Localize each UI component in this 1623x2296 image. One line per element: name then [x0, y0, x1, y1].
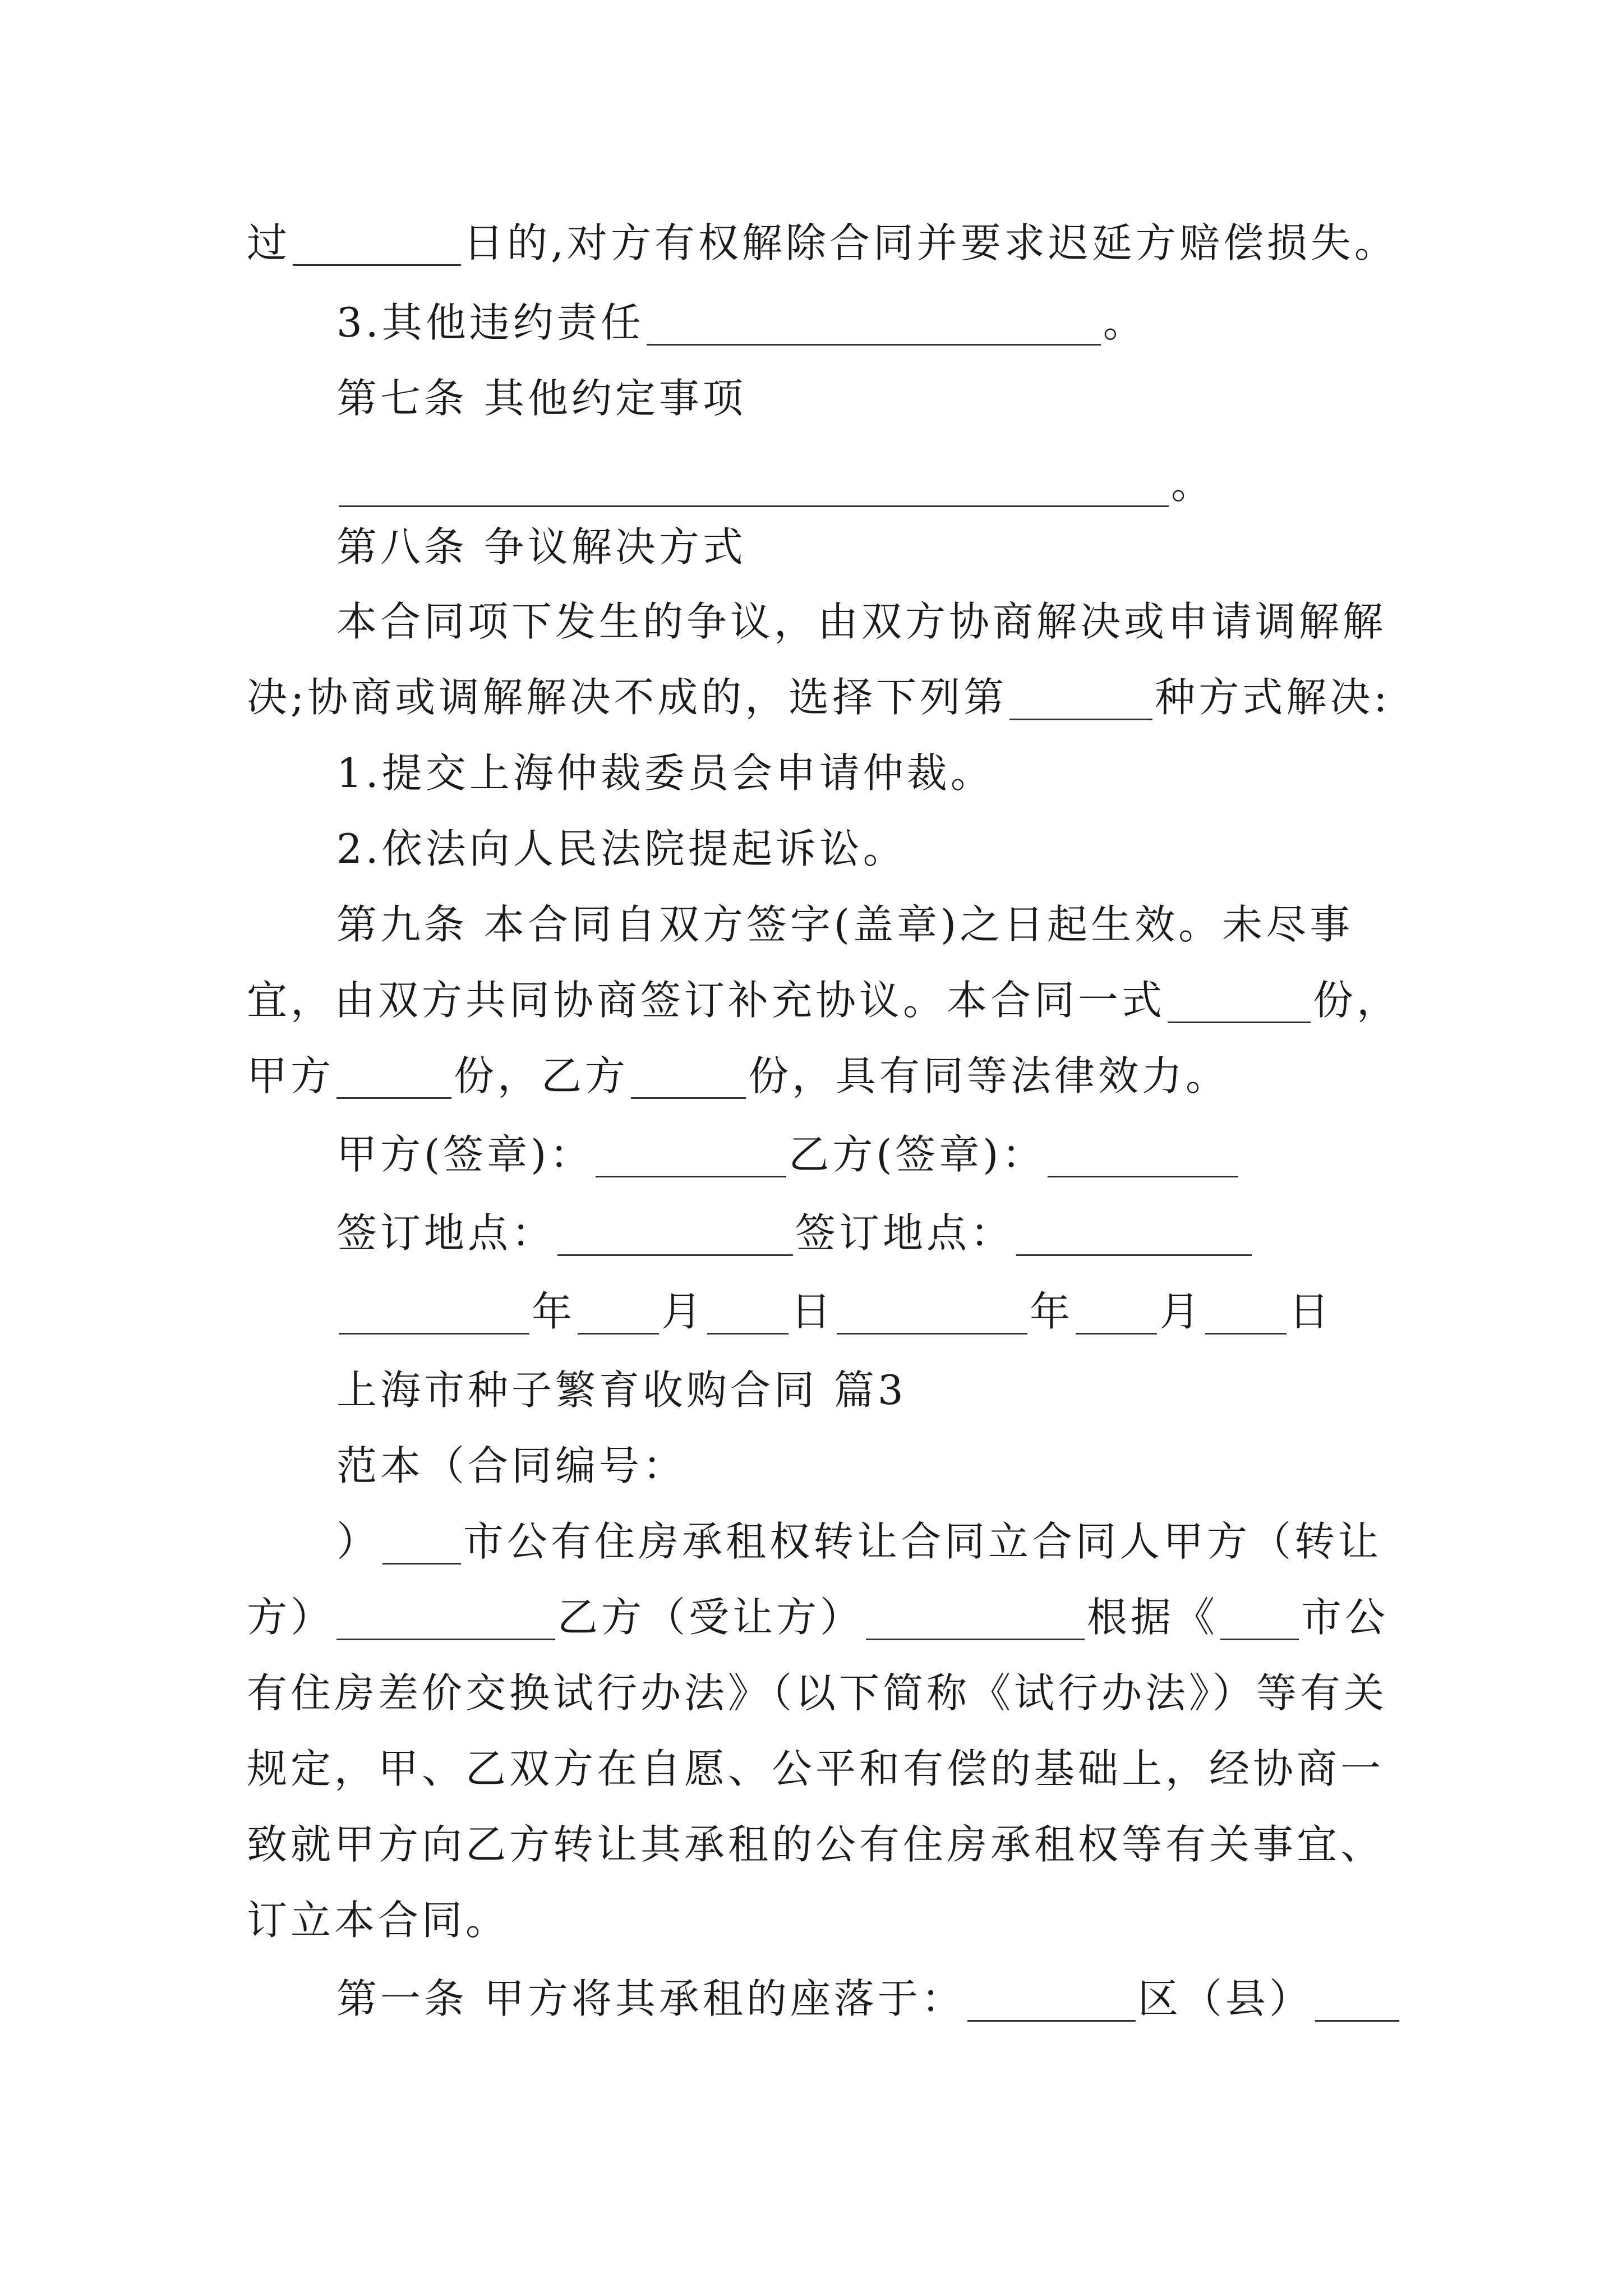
month-blank[interactable] — [1076, 1287, 1157, 1335]
text-line — [247, 1045, 1229, 1107]
fill-in-blank[interactable] — [1009, 673, 1152, 720]
text-segment: 种方式解决: — [1155, 674, 1391, 721]
signing-place-blank[interactable] — [557, 1208, 793, 1256]
text-segment: 范本（合同编号： — [336, 1442, 687, 1489]
text-line — [247, 212, 1398, 274]
text-segment: 甲方(签章)： — [336, 1131, 594, 1178]
day-blank[interactable] — [707, 1287, 789, 1335]
text-line — [336, 591, 1386, 652]
text-segment: 2.依法向人民法院提起诉讼。 — [336, 825, 907, 872]
party-a-signature-blank[interactable] — [596, 1130, 786, 1177]
signature-line — [336, 1124, 1241, 1185]
fill-in-blank[interactable] — [1168, 976, 1311, 1023]
section-heading — [336, 516, 746, 578]
text-segment: 日 — [791, 1288, 835, 1335]
document-title — [336, 1359, 907, 1421]
text-segment: 宜，由双方共同协商签订补充协议。本合同一式 — [247, 977, 1166, 1024]
text-segment: 。 — [1171, 461, 1215, 508]
text-line — [247, 1662, 1387, 1724]
text-segment: 份， — [1313, 977, 1401, 1024]
section-heading — [336, 367, 746, 429]
section-heading — [336, 1968, 1401, 2030]
text-line — [247, 1889, 509, 1951]
text-segment: 上海市种子繁育收购合同 篇3 — [336, 1366, 907, 1414]
text-segment: 有住房差价交换试行办法》（以下简称《试行办法》）等有关 — [247, 1669, 1388, 1717]
fill-in-blank[interactable] — [293, 218, 461, 266]
text-segment: 签订地点： — [795, 1209, 1015, 1257]
text-segment: 乙方(签章)： — [789, 1131, 1046, 1178]
text-segment: 市公 — [1301, 1594, 1389, 1641]
text-segment: 决;协商或调解解决不成的，选择下列第 — [247, 674, 1008, 721]
text-segment: 致就甲方向乙方转让其承租的公有住房承租权等有关事宜、 — [247, 1821, 1385, 1868]
section-heading — [336, 894, 1353, 955]
party-a-name-blank[interactable] — [336, 1593, 555, 1640]
party-b-name-blank[interactable] — [866, 1593, 1085, 1640]
text-segment: 乙方（受让方） — [557, 1594, 864, 1641]
fill-in-blank[interactable] — [339, 459, 1169, 507]
text-segment: 日的,对方有权解除合同并要求迟延方赔偿损失。 — [463, 219, 1398, 266]
year-blank[interactable] — [837, 1287, 1027, 1335]
text-segment: 3.其他违约责任 — [336, 299, 644, 346]
text-segment: 年 — [1030, 1288, 1074, 1335]
text-line — [247, 1586, 1389, 1648]
text-segment: 甲方 — [247, 1052, 335, 1099]
text-segment: 第八条 争议解决方式 — [336, 523, 746, 570]
list-item — [336, 742, 994, 804]
text-line — [247, 666, 1391, 728]
text-line — [247, 1814, 1384, 1875]
text-segment: 根据《 — [1087, 1594, 1219, 1641]
day-blank[interactable] — [1205, 1287, 1287, 1335]
fill-in-blank[interactable] — [1220, 1593, 1299, 1640]
text-segment: 份，具有同等法律效力。 — [748, 1052, 1230, 1099]
text-segment: 日 — [1289, 1288, 1333, 1335]
fill-in-blank[interactable] — [336, 1051, 451, 1099]
text-line — [336, 453, 1215, 515]
text-segment: 市公有住房承租权转让合同立合同人甲方（转让 — [463, 1518, 1382, 1565]
text-segment: 方） — [247, 1594, 335, 1641]
text-segment: 第一条 甲方将其承租的座落于： — [336, 1975, 965, 2022]
text-segment: 区（县） — [1137, 1975, 1313, 2022]
text-line — [247, 1738, 1384, 1800]
text-segment: 第九条 本合同自双方签字(盖章)之日起生效。未尽事 — [336, 901, 1354, 948]
text-segment: 订立本合同。 — [247, 1897, 510, 1944]
fill-in-blank[interactable] — [631, 1051, 746, 1099]
text-segment: 份，乙方 — [454, 1052, 629, 1099]
fill-in-blank[interactable] — [647, 298, 1101, 346]
text-line — [336, 1511, 1382, 1572]
text-segment: 第七条 其他约定事项 — [336, 375, 746, 422]
text-segment: 月 — [1159, 1288, 1204, 1335]
text-segment: 签订地点： — [336, 1209, 556, 1257]
district-blank[interactable] — [967, 1974, 1136, 2022]
text-segment: 月 — [661, 1288, 706, 1335]
text-segment: 规定，甲、乙双方在自愿、公平和有偿的基础上，经协商一 — [247, 1745, 1385, 1792]
text-line — [336, 1435, 686, 1497]
text-segment: 年 — [532, 1288, 576, 1335]
list-item — [336, 818, 907, 880]
signing-place-line — [336, 1202, 1254, 1264]
text-line — [336, 292, 1147, 353]
text-segment: 1.提交上海仲裁委员会申请仲裁。 — [336, 749, 994, 797]
text-segment: ） — [336, 1518, 381, 1565]
text-segment: 过 — [247, 219, 291, 266]
party-b-signature-blank[interactable] — [1048, 1130, 1238, 1177]
text-line — [247, 969, 1400, 1031]
text-segment: 。 — [1103, 299, 1147, 346]
date-line — [336, 1281, 1332, 1342]
fill-in-blank[interactable] — [1315, 1974, 1399, 2022]
fill-in-blank[interactable] — [382, 1517, 461, 1565]
year-blank[interactable] — [339, 1287, 529, 1335]
text-segment: 本合同项下发生的争议，由双方协商解决或申请调解解 — [336, 598, 1387, 645]
signing-place-blank[interactable] — [1016, 1208, 1252, 1256]
month-blank[interactable] — [578, 1287, 659, 1335]
